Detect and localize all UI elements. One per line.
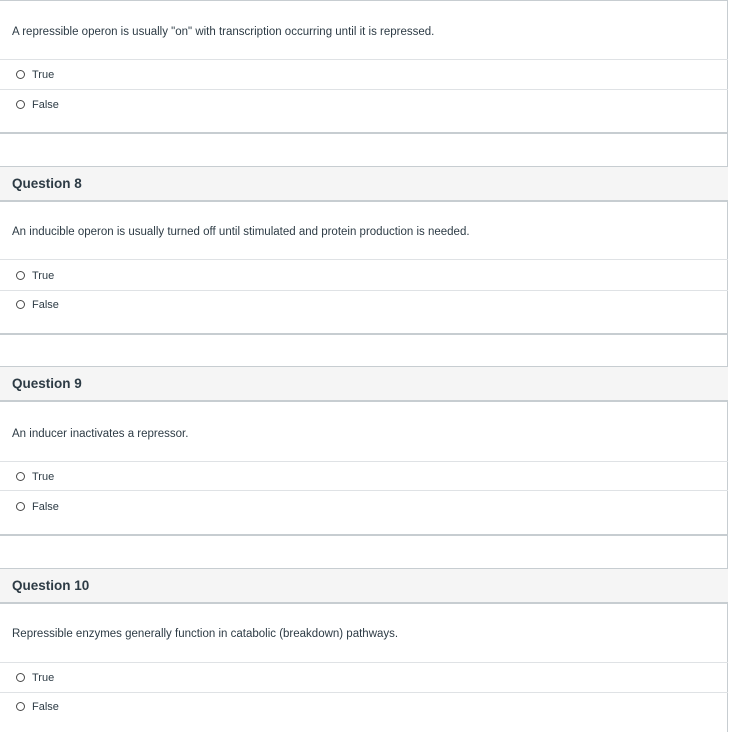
question-text: Repressible enzymes generally function in catabolic (breakdown) pathways.	[12, 628, 399, 640]
answer-label: True	[32, 68, 55, 81]
question-text: An inducible operon is usually turned off until stimulated and protein production is needed.	[12, 226, 470, 238]
answer-false[interactable]	[0, 492, 728, 521]
answer-false[interactable]	[0, 692, 728, 721]
answer-true[interactable]	[0, 60, 728, 89]
question-header	[0, 366, 728, 402]
radio-unselected-icon[interactable]	[16, 70, 25, 79]
question-title: Question 10	[12, 578, 90, 593]
answer-label: True	[32, 671, 55, 684]
answer-label: False	[32, 700, 59, 713]
answer-label: False	[32, 98, 59, 111]
question-header	[0, 166, 728, 202]
answer-label: False	[32, 500, 59, 513]
answer-true[interactable]	[0, 663, 728, 692]
question-text: An inducer inactivates a repressor.	[12, 428, 189, 440]
radio-unselected-icon[interactable]	[16, 502, 25, 511]
question-title: Question 9	[12, 376, 82, 391]
section-divider	[0, 132, 728, 134]
radio-unselected-icon[interactable]	[16, 702, 25, 711]
radio-unselected-icon[interactable]	[16, 673, 25, 682]
question-text: A repressible operon is usually "on" with transcription occurring until it is repressed.	[12, 26, 435, 38]
radio-unselected-icon[interactable]	[16, 271, 25, 280]
answer-label: True	[32, 269, 55, 282]
answer-false[interactable]	[0, 90, 728, 119]
divider	[0, 259, 728, 260]
divider	[0, 490, 728, 491]
answer-false[interactable]	[0, 290, 728, 319]
answer-label: False	[32, 298, 59, 311]
section-divider	[0, 534, 728, 536]
answer-true[interactable]	[0, 462, 728, 491]
question-title: Question 8	[12, 176, 82, 191]
answer-true[interactable]	[0, 261, 728, 290]
section-divider	[0, 333, 728, 335]
question-header	[0, 568, 728, 604]
answer-label: True	[32, 470, 55, 483]
radio-unselected-icon[interactable]	[16, 300, 25, 309]
radio-unselected-icon[interactable]	[16, 472, 25, 481]
radio-unselected-icon[interactable]	[16, 100, 25, 109]
